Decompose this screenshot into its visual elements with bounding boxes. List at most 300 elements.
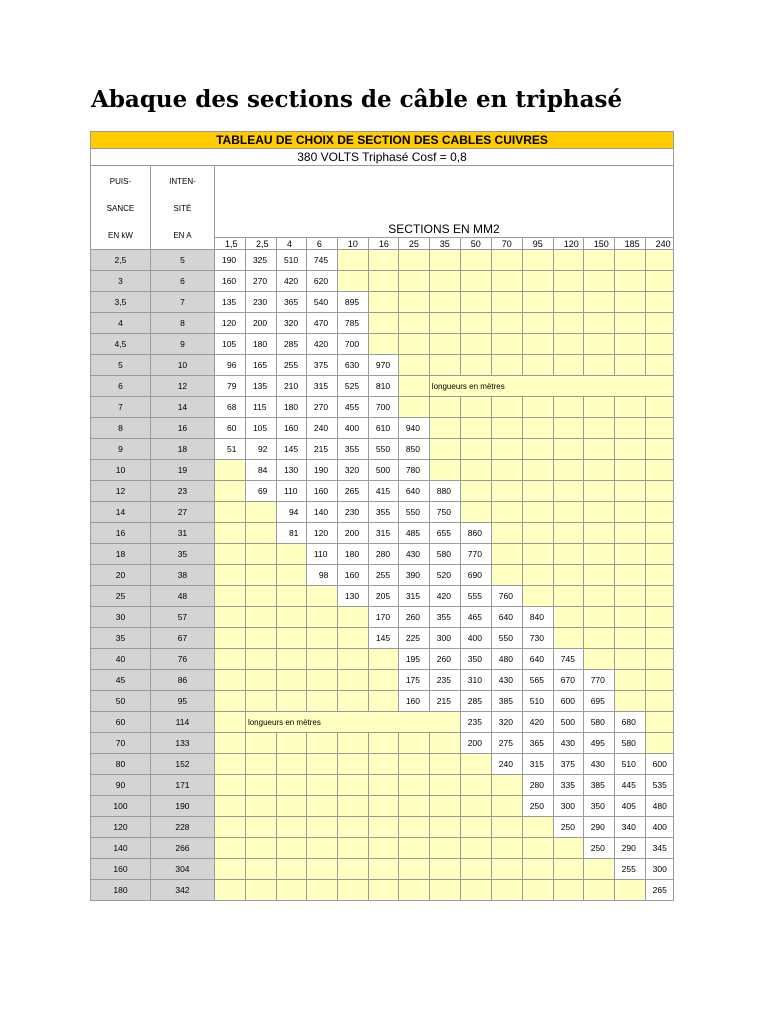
empty-cell <box>429 418 460 439</box>
table-row <box>91 523 674 544</box>
power-cell: 60 <box>91 712 151 733</box>
empty-cell <box>491 859 522 880</box>
power-cell: 140 <box>91 838 151 859</box>
length-cell: 415 <box>368 481 398 502</box>
length-cell: 345 <box>645 838 673 859</box>
length-cell: 135 <box>245 376 276 397</box>
length-cell: 550 <box>368 439 398 460</box>
power-cell: 100 <box>91 796 151 817</box>
current-header-line: INTEN- <box>169 177 196 186</box>
power-cell: 4 <box>91 313 151 334</box>
empty-cell <box>460 334 491 355</box>
empty-cell <box>214 838 245 859</box>
empty-cell <box>460 439 491 460</box>
empty-cell <box>460 292 491 313</box>
current-header-line: SITÉ <box>173 204 192 213</box>
empty-cell <box>614 565 645 586</box>
length-cell: 160 <box>276 418 306 439</box>
empty-cell <box>522 397 553 418</box>
empty-cell <box>337 691 368 712</box>
empty-cell <box>214 544 245 565</box>
empty-cell <box>429 880 460 901</box>
length-cell: 400 <box>337 418 368 439</box>
empty-cell <box>306 880 337 901</box>
empty-cell <box>583 418 614 439</box>
empty-cell <box>214 754 245 775</box>
current-cell: 9 <box>150 334 214 355</box>
empty-cell <box>337 796 368 817</box>
current-cell: 19 <box>150 460 214 481</box>
table-row <box>91 418 674 439</box>
empty-cell <box>522 586 553 607</box>
table-row <box>91 691 674 712</box>
empty-cell <box>460 754 491 775</box>
empty-cell <box>306 607 337 628</box>
empty-cell <box>398 376 429 397</box>
power-cell: 3,5 <box>91 292 151 313</box>
empty-cell <box>491 250 522 271</box>
empty-cell <box>245 775 276 796</box>
length-cell: 190 <box>306 460 337 481</box>
length-cell: 92 <box>245 439 276 460</box>
empty-cell <box>583 628 614 649</box>
current-cell: 14 <box>150 397 214 418</box>
empty-cell <box>368 838 398 859</box>
empty-cell <box>276 775 306 796</box>
length-cell: 255 <box>276 355 306 376</box>
empty-cell <box>337 859 368 880</box>
empty-cell <box>583 544 614 565</box>
current-cell: 114 <box>150 712 214 733</box>
empty-cell <box>614 502 645 523</box>
empty-cell <box>522 544 553 565</box>
current-cell: 10 <box>150 355 214 376</box>
length-cell: 580 <box>614 733 645 754</box>
empty-cell <box>368 250 398 271</box>
length-cell: 355 <box>337 439 368 460</box>
length-cell: 455 <box>337 397 368 418</box>
empty-cell <box>276 670 306 691</box>
empty-cell <box>460 838 491 859</box>
power-cell: 2,5 <box>91 250 151 271</box>
length-cell: 445 <box>614 775 645 796</box>
length-cell: 640 <box>491 607 522 628</box>
length-cell: 580 <box>429 544 460 565</box>
empty-cell <box>214 523 245 544</box>
power-cell: 30 <box>91 607 151 628</box>
table-row <box>91 628 674 649</box>
empty-cell <box>553 250 583 271</box>
length-cell: 350 <box>460 649 491 670</box>
empty-cell <box>337 754 368 775</box>
empty-cell <box>522 565 553 586</box>
length-cell: 200 <box>460 733 491 754</box>
length-cell: 320 <box>276 313 306 334</box>
empty-cell <box>614 481 645 502</box>
length-cell: 420 <box>522 712 553 733</box>
empty-cell <box>276 649 306 670</box>
empty-cell <box>276 859 306 880</box>
empty-cell <box>491 796 522 817</box>
current-cell: 48 <box>150 586 214 607</box>
length-cell: 385 <box>583 775 614 796</box>
empty-cell <box>337 670 368 691</box>
empty-cell <box>306 649 337 670</box>
empty-cell <box>245 523 276 544</box>
table-row <box>91 250 674 271</box>
length-cell: 810 <box>368 376 398 397</box>
empty-cell <box>460 313 491 334</box>
length-cell: 365 <box>276 292 306 313</box>
length-unit-note: longueurs en mètres <box>245 712 460 733</box>
empty-cell <box>460 271 491 292</box>
length-cell: 325 <box>245 250 276 271</box>
length-cell: 275 <box>491 733 522 754</box>
empty-cell <box>429 817 460 838</box>
empty-cell <box>429 271 460 292</box>
empty-cell <box>614 439 645 460</box>
empty-cell <box>522 418 553 439</box>
empty-cell <box>583 586 614 607</box>
empty-cell <box>553 292 583 313</box>
length-cell: 510 <box>522 691 553 712</box>
empty-cell <box>645 292 673 313</box>
empty-cell <box>522 334 553 355</box>
length-cell: 430 <box>398 544 429 565</box>
length-cell: 195 <box>398 649 429 670</box>
length-cell: 265 <box>645 880 673 901</box>
length-cell: 315 <box>306 376 337 397</box>
current-column-header <box>150 166 214 250</box>
power-cell: 4,5 <box>91 334 151 355</box>
empty-cell <box>245 544 276 565</box>
section-header-cell: 70 <box>491 238 522 250</box>
power-cell: 18 <box>91 544 151 565</box>
empty-cell <box>583 565 614 586</box>
length-cell: 465 <box>460 607 491 628</box>
empty-cell <box>491 544 522 565</box>
empty-cell <box>214 775 245 796</box>
length-cell: 300 <box>645 859 673 880</box>
length-cell: 525 <box>337 376 368 397</box>
length-cell: 310 <box>460 670 491 691</box>
current-cell: 27 <box>150 502 214 523</box>
length-cell: 745 <box>553 649 583 670</box>
empty-cell <box>491 880 522 901</box>
current-cell: 95 <box>150 691 214 712</box>
empty-cell <box>491 355 522 376</box>
empty-cell <box>368 733 398 754</box>
length-cell: 68 <box>214 397 245 418</box>
table-row <box>91 502 674 523</box>
length-cell: 315 <box>398 586 429 607</box>
length-cell: 480 <box>491 649 522 670</box>
section-header-cell: 185 <box>614 238 645 250</box>
empty-cell <box>583 397 614 418</box>
empty-cell <box>214 607 245 628</box>
power-cell: 40 <box>91 649 151 670</box>
length-cell: 485 <box>398 523 429 544</box>
empty-cell <box>491 334 522 355</box>
empty-cell <box>645 670 673 691</box>
empty-cell <box>214 565 245 586</box>
empty-cell <box>276 880 306 901</box>
empty-cell <box>214 817 245 838</box>
empty-cell <box>460 418 491 439</box>
current-cell: 16 <box>150 418 214 439</box>
power-cell: 180 <box>91 880 151 901</box>
empty-cell <box>214 712 245 733</box>
current-cell: 67 <box>150 628 214 649</box>
empty-cell <box>553 418 583 439</box>
current-cell: 12 <box>150 376 214 397</box>
power-cell: 7 <box>91 397 151 418</box>
empty-cell <box>245 586 276 607</box>
length-cell: 94 <box>276 502 306 523</box>
empty-cell <box>368 670 398 691</box>
empty-cell <box>276 565 306 586</box>
empty-cell <box>583 313 614 334</box>
empty-cell <box>276 817 306 838</box>
empty-cell <box>583 880 614 901</box>
empty-cell <box>337 271 368 292</box>
empty-cell <box>583 607 614 628</box>
table-row <box>91 439 674 460</box>
empty-cell <box>614 271 645 292</box>
empty-cell <box>214 859 245 880</box>
length-cell: 700 <box>368 397 398 418</box>
length-cell: 860 <box>460 523 491 544</box>
empty-cell <box>583 649 614 670</box>
empty-cell <box>553 271 583 292</box>
empty-cell <box>245 565 276 586</box>
empty-cell <box>583 523 614 544</box>
empty-cell <box>276 838 306 859</box>
length-cell: 160 <box>306 481 337 502</box>
length-cell: 470 <box>306 313 337 334</box>
empty-cell <box>245 796 276 817</box>
length-cell: 81 <box>276 523 306 544</box>
current-cell: 190 <box>150 796 214 817</box>
power-header-line: SANCE <box>106 204 135 213</box>
empty-cell <box>522 502 553 523</box>
empty-cell <box>645 544 673 565</box>
empty-cell <box>245 817 276 838</box>
empty-cell <box>368 313 398 334</box>
page-title: Abaque des sections de câble en triphasé <box>91 86 623 113</box>
length-cell: 670 <box>553 670 583 691</box>
length-cell: 98 <box>306 565 337 586</box>
length-cell: 84 <box>245 460 276 481</box>
power-header-line: PUIS- <box>109 177 132 186</box>
table-row <box>91 292 674 313</box>
length-cell: 285 <box>276 334 306 355</box>
power-cell: 3 <box>91 271 151 292</box>
empty-cell <box>614 313 645 334</box>
empty-cell <box>337 838 368 859</box>
length-cell: 205 <box>368 586 398 607</box>
section-header-cell: 35 <box>429 238 460 250</box>
empty-cell <box>429 439 460 460</box>
length-cell: 350 <box>583 796 614 817</box>
empty-cell <box>491 271 522 292</box>
length-cell: 770 <box>460 544 491 565</box>
length-cell: 420 <box>429 586 460 607</box>
current-cell: 76 <box>150 649 214 670</box>
length-cell: 145 <box>368 628 398 649</box>
empty-cell <box>553 439 583 460</box>
empty-cell <box>276 628 306 649</box>
length-cell: 160 <box>398 691 429 712</box>
empty-cell <box>368 817 398 838</box>
power-cell: 20 <box>91 565 151 586</box>
table-row <box>91 607 674 628</box>
empty-cell <box>245 733 276 754</box>
empty-cell <box>306 754 337 775</box>
empty-cell <box>429 355 460 376</box>
empty-cell <box>368 271 398 292</box>
length-cell: 215 <box>429 691 460 712</box>
table-row <box>91 271 674 292</box>
empty-cell <box>583 250 614 271</box>
power-cell: 16 <box>91 523 151 544</box>
length-cell: 260 <box>398 607 429 628</box>
empty-cell <box>553 355 583 376</box>
power-cell: 8 <box>91 418 151 439</box>
length-cell: 535 <box>645 775 673 796</box>
section-header-cell: 6 <box>306 238 337 250</box>
length-cell: 390 <box>398 565 429 586</box>
empty-cell <box>522 838 553 859</box>
length-cell: 745 <box>306 250 337 271</box>
empty-cell <box>460 817 491 838</box>
empty-cell <box>214 460 245 481</box>
empty-cell <box>522 880 553 901</box>
empty-cell <box>368 796 398 817</box>
empty-cell <box>491 502 522 523</box>
empty-cell <box>245 649 276 670</box>
empty-cell <box>276 544 306 565</box>
empty-cell <box>337 775 368 796</box>
section-header-cell: 120 <box>553 238 583 250</box>
empty-cell <box>553 502 583 523</box>
power-cell: 35 <box>91 628 151 649</box>
empty-cell <box>553 838 583 859</box>
length-cell: 340 <box>614 817 645 838</box>
empty-cell <box>553 313 583 334</box>
length-cell: 375 <box>306 355 337 376</box>
empty-cell <box>460 460 491 481</box>
empty-cell <box>276 607 306 628</box>
current-cell: 304 <box>150 859 214 880</box>
length-cell: 96 <box>214 355 245 376</box>
length-cell: 315 <box>368 523 398 544</box>
current-cell: 228 <box>150 817 214 838</box>
length-cell: 355 <box>368 502 398 523</box>
length-cell: 760 <box>491 586 522 607</box>
length-cell: 555 <box>460 586 491 607</box>
empty-cell <box>214 628 245 649</box>
table-row <box>91 397 674 418</box>
empty-cell <box>583 481 614 502</box>
empty-cell <box>614 418 645 439</box>
cable-section-table <box>90 131 674 901</box>
power-cell: 45 <box>91 670 151 691</box>
empty-cell <box>214 502 245 523</box>
length-cell: 240 <box>306 418 337 439</box>
length-cell: 430 <box>583 754 614 775</box>
current-cell: 266 <box>150 838 214 859</box>
empty-cell <box>491 460 522 481</box>
empty-cell <box>553 586 583 607</box>
empty-cell <box>460 859 491 880</box>
empty-cell <box>429 796 460 817</box>
length-cell: 180 <box>245 334 276 355</box>
power-cell: 5 <box>91 355 151 376</box>
length-cell: 750 <box>429 502 460 523</box>
length-cell: 400 <box>460 628 491 649</box>
empty-cell <box>368 754 398 775</box>
empty-cell <box>583 271 614 292</box>
empty-cell <box>337 649 368 670</box>
empty-cell <box>276 586 306 607</box>
length-cell: 180 <box>337 544 368 565</box>
empty-cell <box>245 880 276 901</box>
empty-cell <box>491 292 522 313</box>
section-header-cell: 50 <box>460 238 491 250</box>
table-row <box>91 712 674 733</box>
length-cell: 160 <box>337 565 368 586</box>
empty-cell <box>522 313 553 334</box>
empty-cell <box>491 439 522 460</box>
table-row <box>91 796 674 817</box>
empty-cell <box>306 733 337 754</box>
empty-cell <box>645 565 673 586</box>
empty-cell <box>491 775 522 796</box>
length-cell: 225 <box>398 628 429 649</box>
length-cell: 510 <box>276 250 306 271</box>
length-cell: 420 <box>306 334 337 355</box>
empty-cell <box>214 691 245 712</box>
empty-cell <box>306 775 337 796</box>
length-cell: 385 <box>491 691 522 712</box>
empty-cell <box>491 523 522 544</box>
length-cell: 255 <box>368 565 398 586</box>
length-cell: 655 <box>429 523 460 544</box>
length-cell: 680 <box>614 712 645 733</box>
empty-cell <box>583 439 614 460</box>
empty-cell <box>306 838 337 859</box>
table-row <box>91 859 674 880</box>
empty-cell <box>398 355 429 376</box>
empty-cell <box>645 397 673 418</box>
empty-cell <box>429 733 460 754</box>
length-cell: 290 <box>614 838 645 859</box>
current-cell: 342 <box>150 880 214 901</box>
power-cell: 6 <box>91 376 151 397</box>
length-cell: 200 <box>337 523 368 544</box>
current-header-line: EN A <box>173 231 192 240</box>
length-cell: 200 <box>245 313 276 334</box>
empty-cell <box>614 607 645 628</box>
empty-cell <box>553 880 583 901</box>
power-cell: 90 <box>91 775 151 796</box>
table-row <box>91 376 674 397</box>
length-cell: 120 <box>306 523 337 544</box>
power-cell: 10 <box>91 460 151 481</box>
empty-cell <box>429 859 460 880</box>
empty-cell <box>645 355 673 376</box>
